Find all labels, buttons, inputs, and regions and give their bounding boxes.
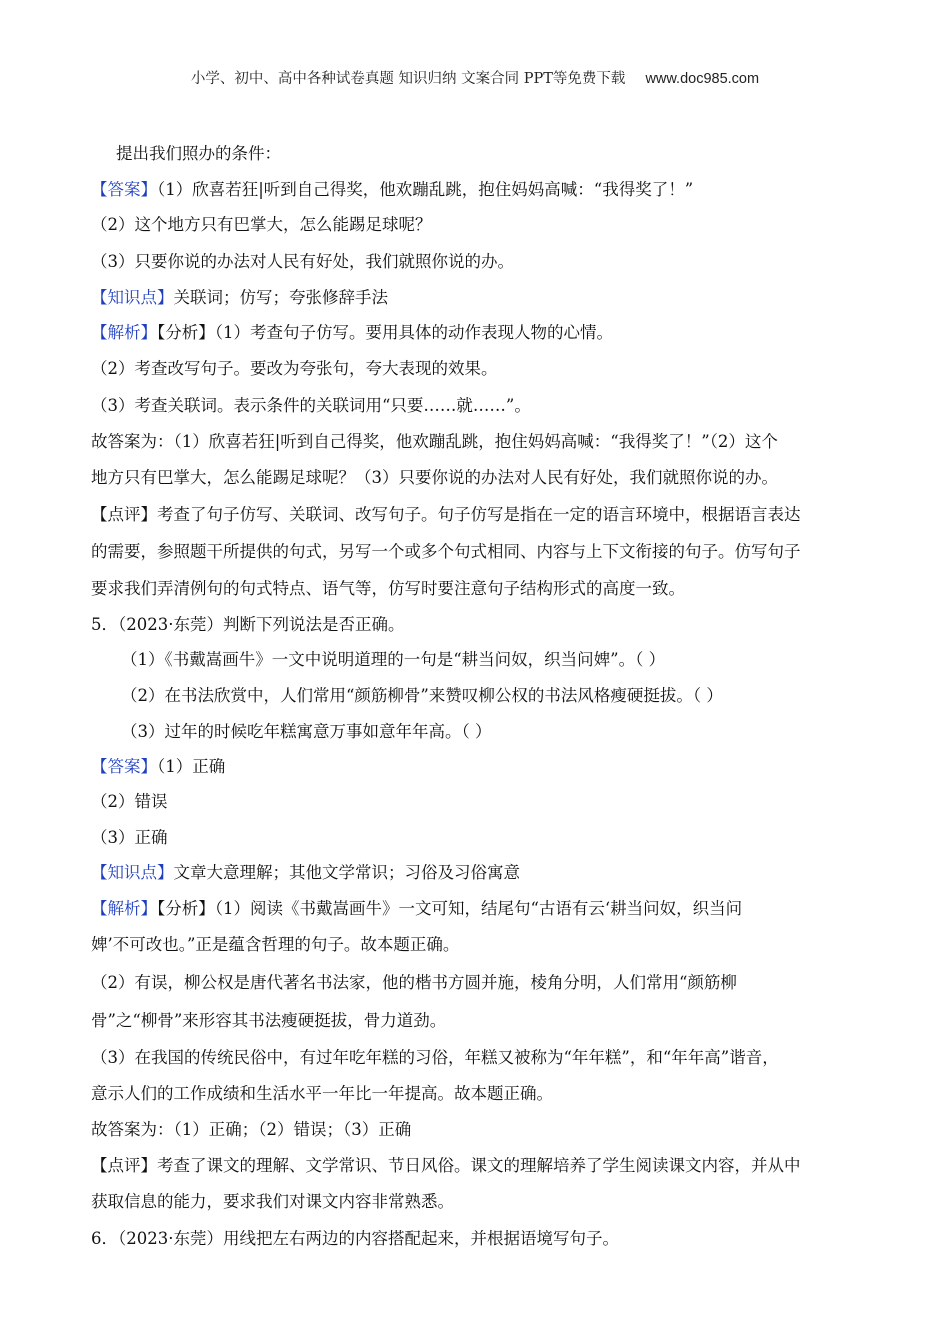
knowledge-line: 【知识点】关联词；仿写；夸张修辞手法 [91, 288, 388, 307]
text-line: 的需要，参照题干所提供的句式，另写一个或多个句式相同、内容与上下文衔接的句子。仿写句子 [91, 542, 801, 561]
header-text: 小学、初中、高中各种试卷真题 知识归纳 文案合同 PPT等免费下载 [190, 71, 626, 87]
text-line: 要求我们弄清例句的句式特点、语气等，仿写时要注意句子结构形式的高度一致。 [91, 579, 685, 598]
text-line: 意示人们的工作成绩和生活水平一年比一年提高。故本题正确。 [91, 1084, 553, 1103]
question-item: （1）《书戴嵩画牛》一文中说明道理的一句是“耕当问奴，织当问婢”。（ ） [121, 650, 666, 669]
question-title: 5．（2023·东莞）判断下列说法是否正确。 [91, 615, 405, 634]
text-line: （3）正确 [91, 828, 168, 847]
question-item: （2）在书法欣赏中，人们常用“颜筋柳骨”来赞叹柳公权的书法风格瘦硬挺拔。（ ） [121, 686, 723, 705]
text-line: （2）有误，柳公权是唐代著名书法家，他的楷书方圆并施，棱角分明，人们常用“颜筋柳 [91, 973, 737, 992]
knowledge-line: 【知识点】文章大意理解；其他文学常识；习俗及习俗寓意 [91, 863, 520, 882]
text-line: （3）在我国的传统民俗中，有过年吃年糕的习俗，年糕又被称为“年年糕”，和“年年高”谐音， [91, 1048, 779, 1067]
text-line: 获取信息的能力，要求我们对课文内容非常熟悉。 [91, 1192, 454, 1211]
header-site: www.doc985.com [645, 71, 760, 87]
answer-line: 【答案】（1）正确 [91, 757, 226, 776]
text-line: 地方只有巴掌大，怎么能踢足球呢？（3）只要你说的办法对人民有好处，我们就照你说的办。 [91, 468, 778, 487]
text-line: 【点评】考查了句子仿写、关联词、改写句子。句子仿写是指在一定的语言环境中，根据语言表达 [91, 505, 801, 524]
text-line: （3）只要你说的办法对人民有好处，我们就照你说的办。 [91, 252, 514, 271]
question-title: 6．（2023·东莞）用线把左右两边的内容搭配起来，并根据语境写句子。 [91, 1229, 619, 1248]
knowledge-tag: 【知识点】 [91, 863, 174, 882]
text-line: 婢’不可改也。”正是蕴含哲理的句子。故本题正确。 [91, 935, 460, 954]
question-item: （3）过年的时候吃年糕寓意万事如意年年高。（ ） [121, 722, 492, 741]
analysis-tag: 【解析】 [91, 899, 157, 918]
text-line: （2）错误 [91, 792, 168, 811]
text-line: 故答案为：（1）欣喜若狂|听到自己得奖，他欢蹦乱跳，抱住妈妈高喊：“我得奖了！”（2）这个 [91, 432, 778, 451]
analysis-line: 【解析】【分析】（1）阅读《书戴嵩画牛》一文可知，结尾句“古语有云‘耕当问奴，织当问 [91, 899, 743, 918]
knowledge-tag: 【知识点】 [91, 288, 174, 307]
text-line: 提出我们照办的条件： [116, 144, 281, 163]
page-header [0, 67, 950, 88]
answer-tag: 【答案】 [91, 757, 157, 776]
analysis-tag: 【解析】 [91, 323, 157, 342]
text-line: 【点评】考查了课文的理解、文学常识、节日风俗。课文的理解培养了学生阅读课文内容，并从中 [91, 1156, 801, 1175]
text-line: 故答案为：（1）正确；（2）错误；（3）正确 [91, 1120, 412, 1139]
text-line: （3）考查关联词。表示条件的关联词用“只要……就……”。 [91, 396, 531, 415]
text-line: 骨”之“柳骨”来形容其书法瘦硬挺拔，骨力道劲。 [91, 1011, 447, 1030]
answer-tag: 【答案】 [91, 180, 157, 199]
text-line: （2）这个地方只有巴掌大，怎么能踢足球呢？ [91, 215, 432, 234]
analysis-line: 【解析】【分析】（1）考查句子仿写。要用具体的动作表现人物的心情。 [91, 323, 613, 342]
text-line: （2）考查改写句子。要改为夸张句，夸大表现的效果。 [91, 359, 498, 378]
answer-line: 【答案】（1）欣喜若狂|听到自己得奖，他欢蹦乱跳，抱住妈妈高喊：“我得奖了！” [91, 180, 694, 199]
